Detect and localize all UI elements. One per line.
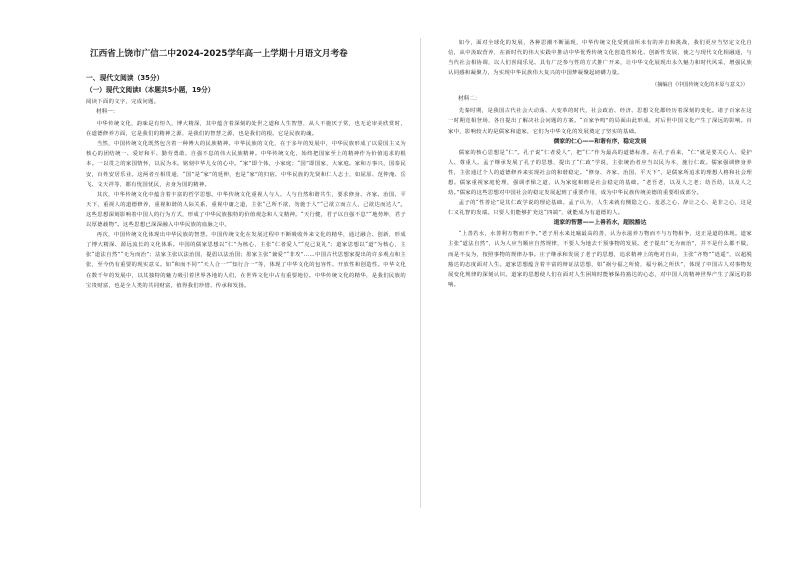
paragraph: 中华传统文化，韵味是有恒久，博大精深，其中蕴含着深刻的处世之道和人生智慧，从人不施厌于常，也无论审美欣赏时，在道德修养方面，它是我们的精神之源，是我们的智慧之源，也是我们的根。它是民族的魂。 [86,121,406,138]
instruction-text: 阅读下面的文字，完成问题。 [86,99,160,105]
paragraph: “上善若水，水善利万物而不争。”老子用水来比喻最高的善，认为水滋养万物而不与万物相争，这正是道的体现。道家主张“道法自然”，认为人应当顺应自然规律，不要人为地去干预事物的发展。老子提出“无为而治”，并不是什么都不做，而是不妄为，按照事物的规律办事。庄子继承和发展了老子的思想，追求精神上的绝对自由，主张“齐物”“逍遥”，以超脱豁达的态度面对人生。道家思想蕴含着丰富的辩证法思想，如“祸兮福之所倚，福兮祸之所伏”，体现了中国古人对事物发展变化规律的深刻认识。道家的思想使人们在面对人生困境时能够保持豁达的心态，对中国人的精神世界产生了深远的影响。 [448,231,752,288]
paragraph: 其次，中华传统文化中蕴含着丰富的哲学思想。中华传统文化重视人与人、人与自然和谐共生，要求修身、齐家、治国、平天下，重视人的道德修养，重视和谐的人际关系，重视中庸之道，主张“己所不欲，勿施于人”“己欲立而立人，己欲达而达人”。这些思想深刻影响着中国人的行为方式，形成了中华民族独特的价值观念和人文精神。“天行健，君子以自强不息”“地势坤，君子以厚德载物”。这些思想已深深融入中华民族的血脉之中。 [86,191,406,229]
document-title: 江西省上饶市广信二中2024-2025学年高一上学期十月语文月考卷 [90,49,348,59]
paragraph: 先秦时期，是我国古代社会大动荡、大变革的时代，社会政治、经济、思想文化都经历着深刻的变化。诸子百家在这一时期竞相登场，各自提出了解决社会问题的方案。“百家争鸣”的局面由此形成，对后世中国文化产生了深远的影响。百家中，影响较大的是儒家和道家，它们为中华文化的发展奠定了坚实的基础。 [448,108,752,135]
subheading: 道家的智慧——上善若水，超脱豁达 [553,220,647,227]
column-divider [420,38,421,508]
source-citation: （摘编自《中国传统文化的本原与意义》） [652,82,748,89]
section-heading: 一、现代文阅读（35分） [86,74,164,82]
paragraph: 如今，面对全球化的发展，各种思潮不断涌现，中华传统文化受到前所未有的冲击和挑战，我们更应当坚定文化自信，从中汲取营养，在新时代的伟大实践中推动中华优秀传统文化创造性转化、创新性发展，使之与现代文化相融通，与当代社会相协调，以人们喜闻乐见、具有广泛参与性的方式推广开来，让中华文化展现出永久魅力和时代风采，增强民族认同感和凝聚力，为实现中华民族伟大复兴的中国梦凝聚起磅礴力量。 [448,40,752,77]
subheading: 儒家的仁心——和谐有序，稳定发展 [553,138,647,145]
material-label: 材料一： [96,109,119,116]
material-label: 材料二： [458,96,481,103]
right-column [448,38,752,290]
left-column [86,38,406,291]
paragraph: 再次，中国传统文化体现出中华民族的智慧。中国传统文化在发展过程中不断吸收外来文化的精华，通过融合、创新，形成了博大精深、源远流长的文化体系。中国的儒家思想以“仁”为核心，主张“仁者爱人”“克己复礼”；道家思想以“道”为核心，主张“道法自然”“无为而治”；法家主张以法治国，提倡以法治国；墨家主张“兼爱”“非攻”……中国古代思想家提出的许多观点和主张，至今仍有重要的现实意义。如“和而不同”“天人合一”“知行合一”等，体现了中华文化的包容性、开放性和创造性。中华文化在数千年的发展中，以其独特的魅力吸引着世界各地的人们，在世界文化中占有重要地位。中华传统文化的精华，是我们民族的宝贵财富，也是全人类的共同财富，值得我们珍惜、传承和发扬。 [86,232,406,289]
paragraph: 当然，中国传统文化既然包含着一种博大的民族精神。中华民族的文化，在于多年的发展中，中华民族形成了以爱国主义为核心的团结统一、爱好和平、勤劳勇敢、自强不息的伟大民族精神。中华传统文化，始终把国家至上的精神作为价值追求的根本。一以贯之的家国情怀，以民为本。铭刻中华儿女的心中。“家”即个体，小家庭；“国”即国家，大家庭。家和万事兴，国泰民安，百姓安居乐业。这两者互相贯通，“国”是“家”的延伸，也是“家”的归宿。中华民族的先贤和仁人志士，如屈原、范仲淹、岳飞、文天祥等，都有忧国忧民，舍身为国的精神。 [86,141,406,188]
paragraph: 孟子的“性善论”是其仁政学说的理论基础。孟子认为，人生来就有恻隐之心、羞恶之心、辞让之心、是非之心，这是仁义礼智的发端。只要人们能够扩充这“四端”，就能成为有道德的人。 [448,200,752,217]
paragraph: 儒家的核心思想是“仁”。孔子说“仁者爱人”，把“仁”作为最高的道德标准。在孔子看来，“仁”就是要关心人、爱护人、尊重人。孟子继承发展了孔子的思想，提出了“仁政”学说，主张统治者应当以民为本，施行仁政。儒家强调修身养性，主张通过个人的道德修养来实现社会的和谐稳定。“修身、齐家、治国、平天下”，是儒家所追求的理想人格和社会理想。儒家重视家庭伦理，强调孝悌之道，认为家庭和睦是社会稳定的基础。“老吾老，以及人之老；幼吾幼，以及人之幼。”儒家的这些思想对中国社会的稳定发展起到了重要作用，成为中华民族传统美德的重要组成部分。 [448,149,752,197]
subsection-heading: （一）现代文阅读Ⅰ（本题共5小题，19分） [86,86,215,94]
